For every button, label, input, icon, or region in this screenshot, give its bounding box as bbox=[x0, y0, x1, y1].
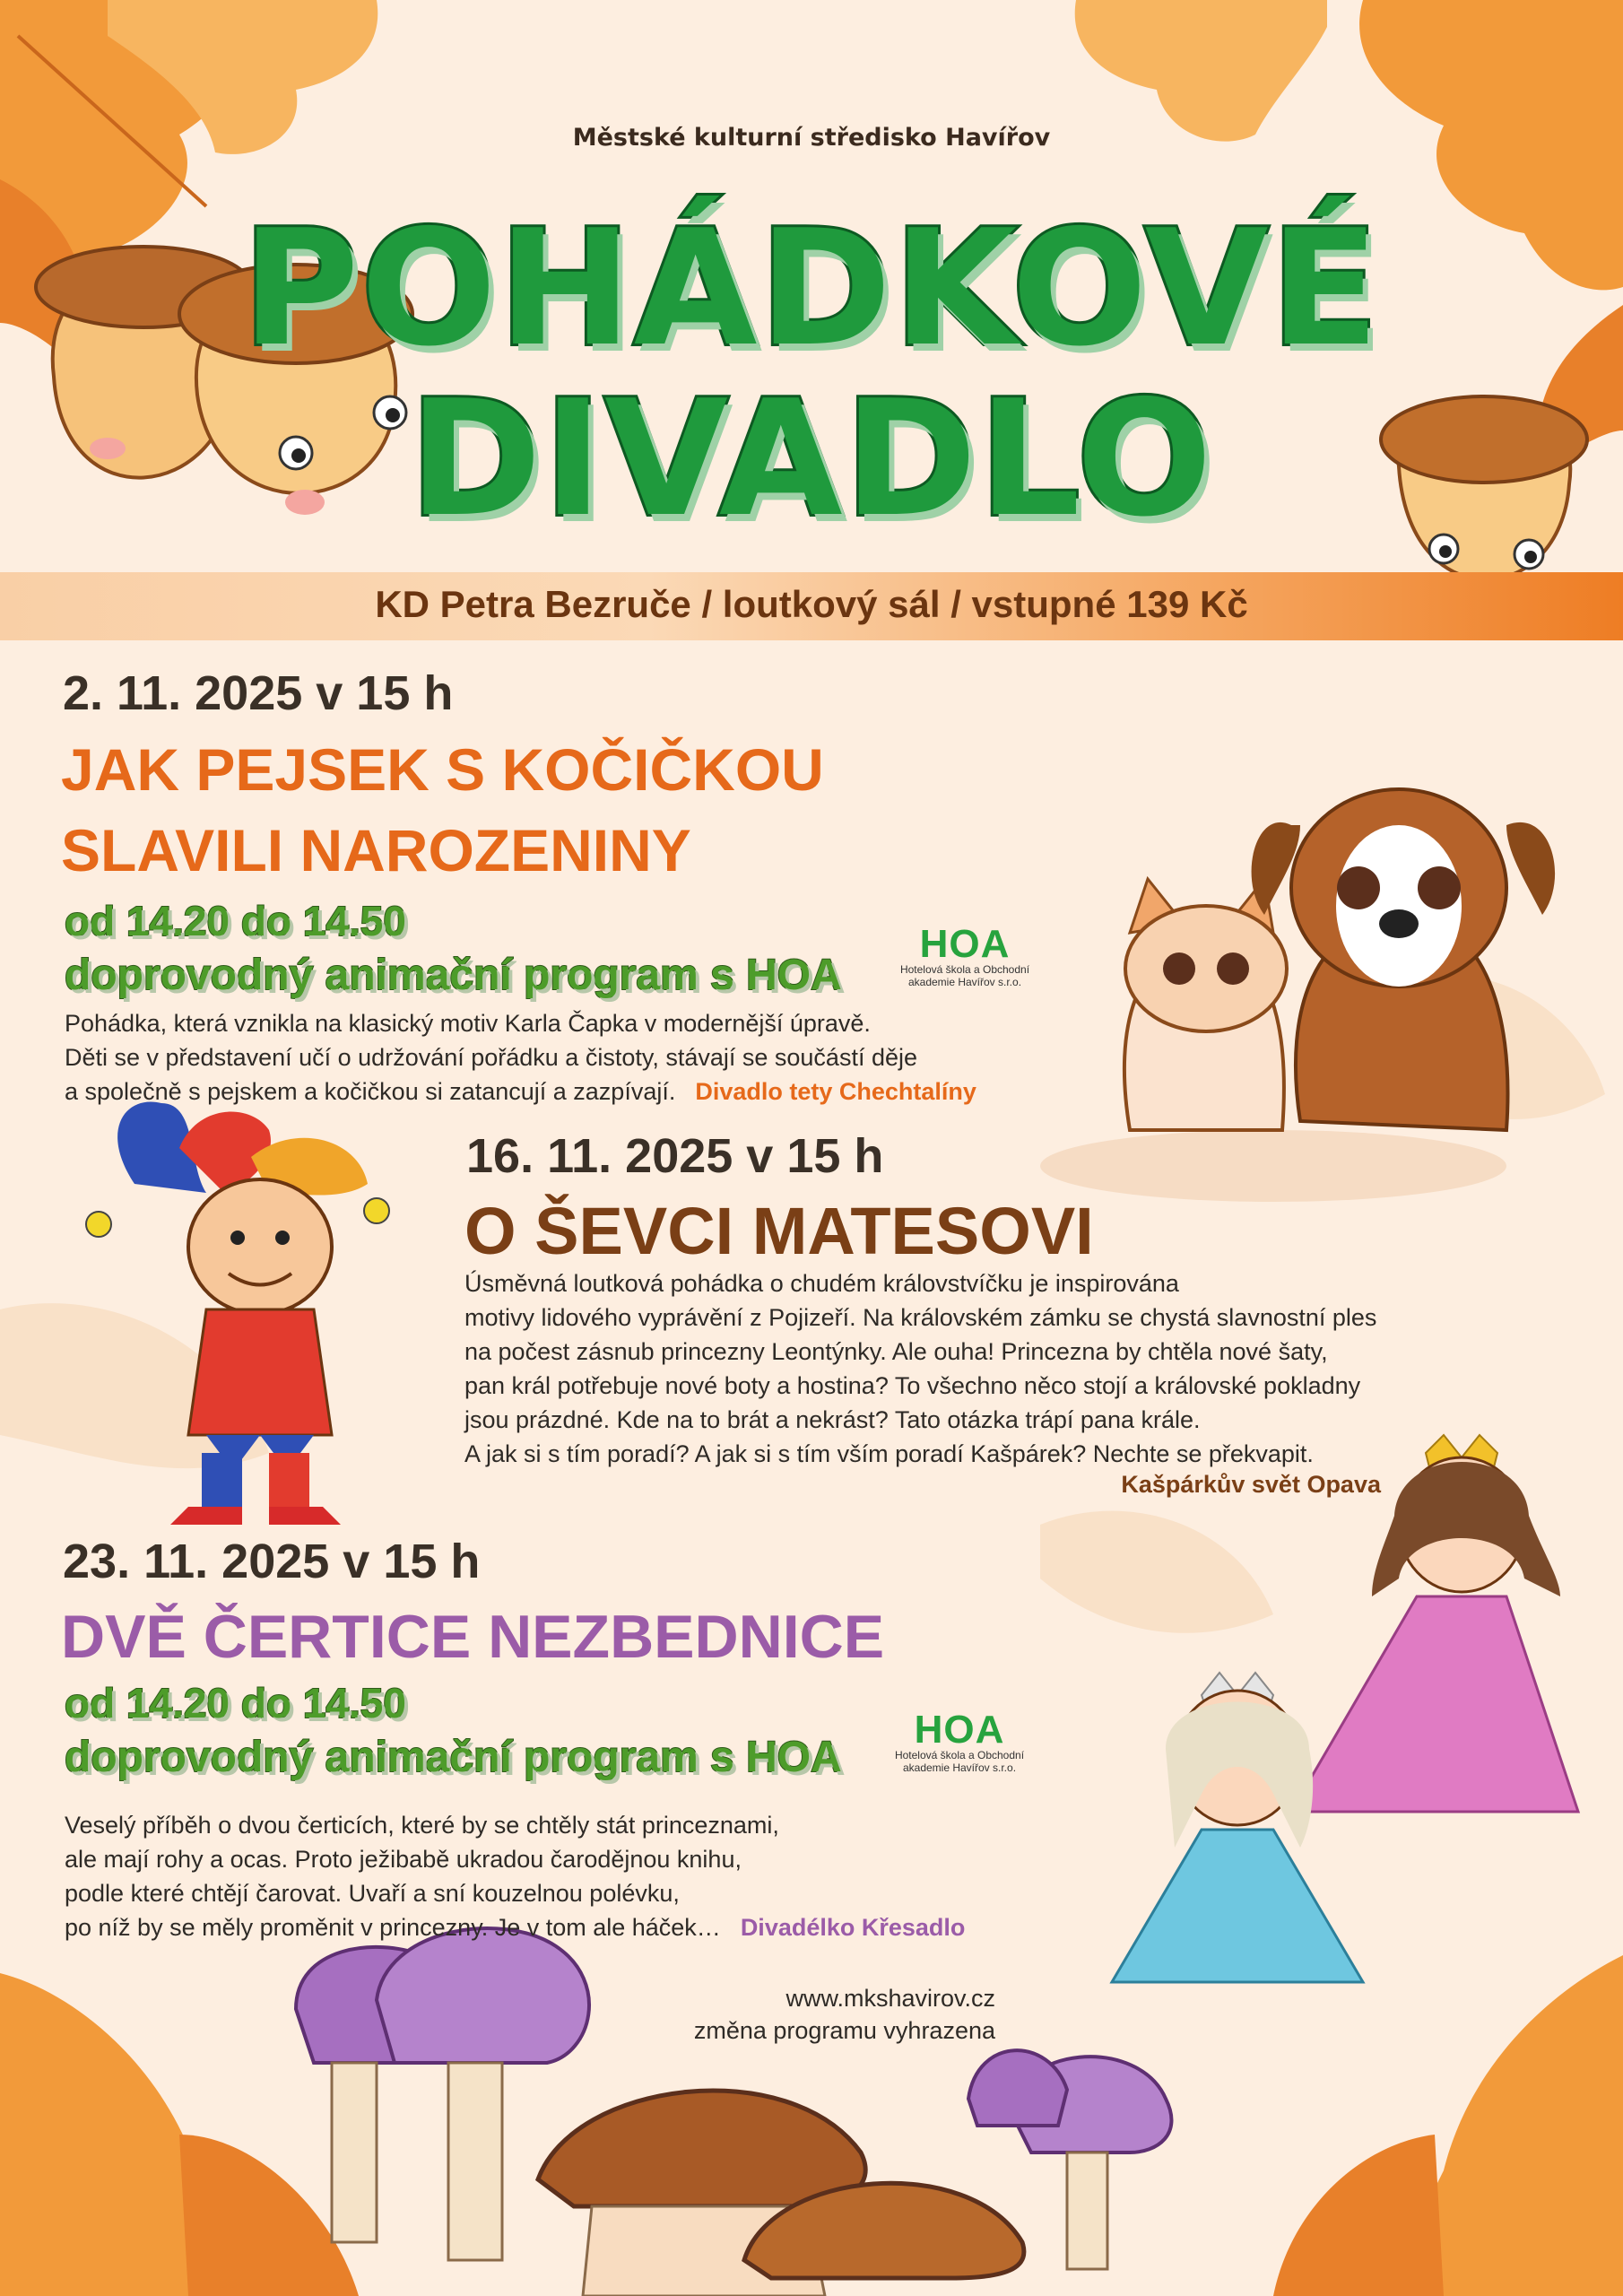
hoa-logo-1 bbox=[886, 922, 1044, 992]
event3-desc-line bbox=[65, 1910, 1096, 1944]
event1-description bbox=[65, 1006, 1096, 1109]
event2-date: 16. 11. 2025 v 15 h bbox=[466, 1129, 884, 1183]
event3-program-text: doprovodný animační program s HOA bbox=[65, 1734, 842, 1781]
hoa-logo-2 bbox=[881, 1708, 1038, 1778]
poster-title-line1: POHÁDKOVÉ bbox=[241, 196, 1382, 381]
footer-note: změna programu vyhrazena bbox=[693, 2017, 995, 2044]
event2-title: O ŠEVCI MATESOVI bbox=[464, 1194, 1094, 1268]
event2-description bbox=[464, 1266, 1505, 1471]
event1-desc-line-text: a společně s pejskem a kočičkou si zatancují a zazpívají. bbox=[65, 1078, 676, 1105]
puppy-and-kitten-illustration-icon bbox=[1040, 789, 1555, 1202]
event1-desc-line: Pohádka, která vznikla na klasický motiv Karla Čapka v modernější úpravě. bbox=[65, 1010, 871, 1037]
event3-program-time: od 14.20 do 14.50 bbox=[65, 1680, 406, 1726]
event3-desc-line: Veselý příběh o dvou čerticích, které by se chtěly stát princeznami, bbox=[65, 1812, 779, 1839]
event2-desc-line: motivy lidového vyprávění z Pojizeří. Na královském zámku se chystá slavnostní ples bbox=[464, 1304, 1377, 1331]
footer-website[interactable]: www.mkshavirov.cz bbox=[785, 1985, 995, 2012]
event2-desc-line: na počest zásnub princezny Leontýnky. Ale ouha! Princezna by chtěla nové šaty, bbox=[464, 1338, 1328, 1365]
event1-desc-line bbox=[65, 1074, 1096, 1109]
princesses-illustration-icon bbox=[1112, 1435, 1578, 1982]
event3-company: Divadélko Křesadlo bbox=[740, 1914, 966, 1941]
hoa-logo-line1: Hotelová škola a Obchodní bbox=[894, 1749, 1025, 1761]
event1-date: 2. 11. 2025 v 15 h bbox=[63, 666, 454, 720]
event3-description bbox=[65, 1808, 1096, 1944]
event2-desc-line: Úsměvná loutková pohádka o chudém královstvíčku je inspirována bbox=[464, 1270, 1179, 1297]
footer bbox=[538, 1982, 995, 2047]
event2-desc-line: A jak si s tím poradí? A jak si s tím vším poradí Kašpárek? Nechte se překvapit. bbox=[464, 1440, 1314, 1467]
event1-title-line1: JAK PEJSEK S KOČIČKOU bbox=[61, 736, 824, 803]
event2-desc-line: jsou prázdné. Kde na to brát a nekrást? Tato otázka trápí pana krále. bbox=[464, 1406, 1201, 1433]
event2-desc-line: pan král potřebuje nové boty a hostina? To všechno něco stojí a královské pokladny bbox=[464, 1372, 1361, 1399]
hoa-logo-line2: akademie Havířov s.r.o. bbox=[907, 976, 1022, 988]
event3-date: 23. 11. 2025 v 15 h bbox=[63, 1535, 481, 1588]
poster-title-line2: DIVADLO bbox=[409, 366, 1214, 552]
event1-title-line2: SLAVILI NAROZENINY bbox=[61, 817, 691, 883]
event2-company: Kašpárkův svět Opava bbox=[1121, 1471, 1381, 1498]
hoa-logo-mark: HOA bbox=[919, 922, 1011, 966]
event1-desc-line: Děti se v představení učí o udržování pořádku a čistoty, stávají se součástí děje bbox=[65, 1044, 917, 1071]
venue-band-text: KD Petra Bezruče / loutkový sál / vstupné 139 Kč bbox=[375, 583, 1248, 625]
event3-desc-line: ale mají rohy a ocas. Proto ježibabě ukradou čarodějnou knihu, bbox=[65, 1846, 742, 1873]
hoa-logo-line2: akademie Havířov s.r.o. bbox=[902, 1761, 1017, 1774]
event3-desc-line: podle které chtějí čarovat. Uvaří a sní kouzelnou polévku, bbox=[65, 1880, 680, 1907]
event3-desc-line-text: po níž by se měly proměnit v princezny. Je v tom ale háček… bbox=[65, 1914, 721, 1941]
organizer-name: Městské kulturní středisko Havířov bbox=[572, 124, 1051, 152]
hoa-logo-mark: HOA bbox=[914, 1708, 1005, 1752]
event1-company: Divadlo tety Chechtalíny bbox=[695, 1078, 976, 1105]
event3-title: DVĚ ČERTICE NEZBEDNICE bbox=[61, 1603, 885, 1671]
hoa-logo-line1: Hotelová škola a Obchodní bbox=[899, 963, 1030, 976]
event1-program-time: od 14.20 do 14.50 bbox=[65, 898, 406, 944]
event1-program-text: doprovodný animační program s HOA bbox=[65, 952, 842, 999]
